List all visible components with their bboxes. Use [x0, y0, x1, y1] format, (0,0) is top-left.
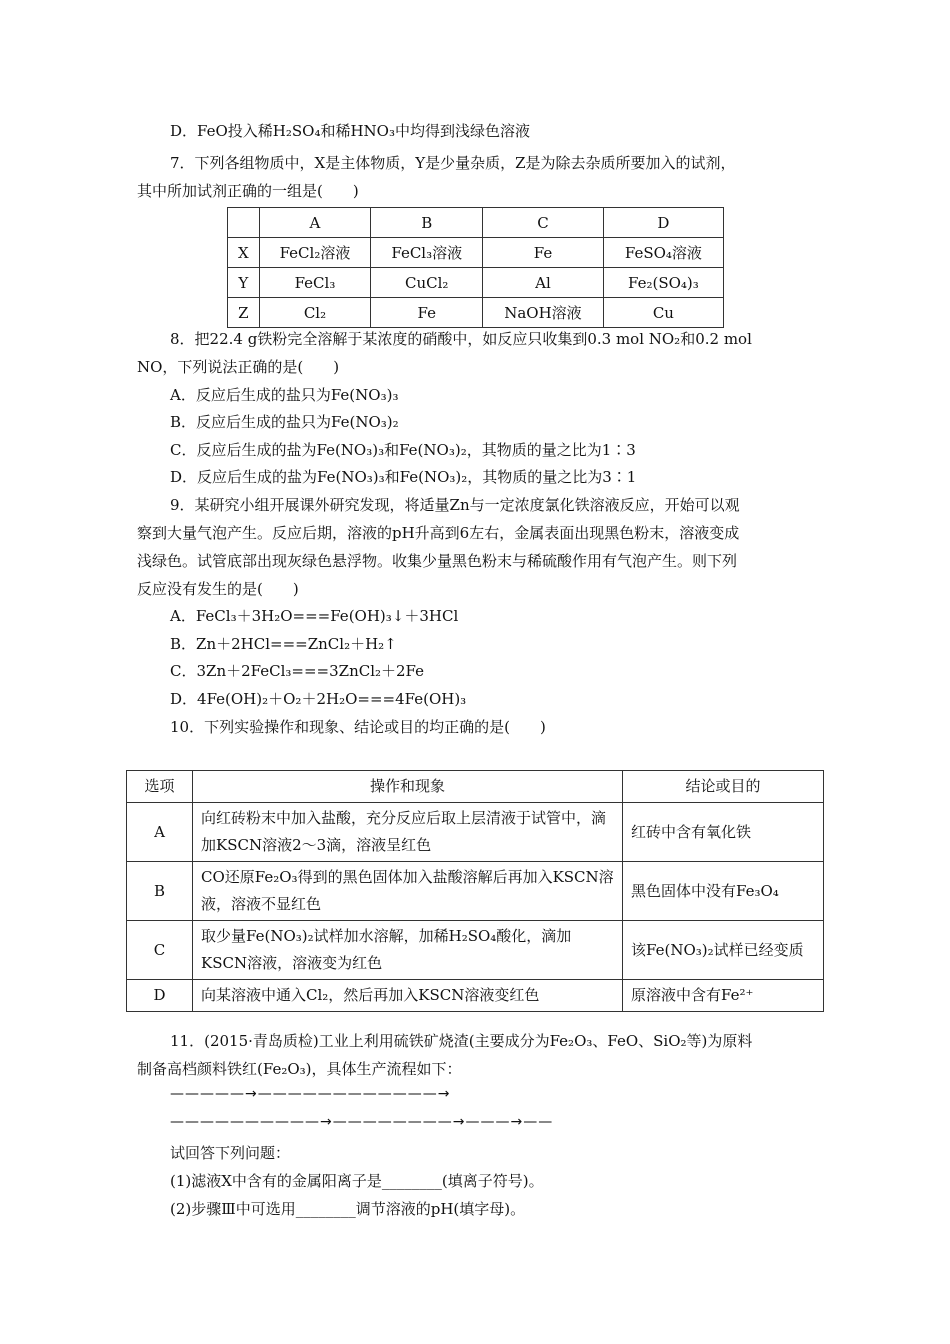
q11-stem-line1: 11．(2015·青岛质检)工业上利用硫铁矿烧渣(主要成分为Fe₂O₃、FeO、SiO₂等)为原料: [170, 1032, 753, 1050]
table-header: 选项: [127, 771, 193, 803]
table-cell: Cl₂: [259, 298, 371, 328]
table-cell: CO还原Fe₂O₃得到的黑色固体加入盐酸溶解后再加入KSCN溶液，溶液不显红色: [193, 862, 623, 921]
q11-sub2: (2)步骤Ⅲ中可选用________调节溶液的pH(填字母)。: [170, 1200, 526, 1218]
table-row: [228, 238, 724, 268]
q8-option-a: A．反应后生成的盐只为Fe(NO₃)₃: [170, 386, 399, 404]
table-cell: 原溶液中含有Fe²⁺: [623, 980, 824, 1012]
table-cell: Z: [228, 298, 260, 328]
table-row: [127, 921, 824, 980]
table-cell: FeCl₃溶液: [371, 238, 483, 268]
table-cell: 该Fe(NO₃)₂试样已经变质: [623, 921, 824, 980]
q11-stem-line2: 制备高档颜料铁红(Fe₂O₃)，具体生产流程如下：: [137, 1060, 462, 1078]
q10-table: [126, 770, 824, 1012]
table-cell: 黑色固体中没有Fe₃O₄: [623, 862, 824, 921]
table-row: [127, 803, 824, 862]
table-header: 操作和现象: [193, 771, 623, 803]
table-cell: C: [483, 208, 604, 238]
table-cell: FeSO₄溶液: [603, 238, 723, 268]
table-row: [228, 208, 724, 238]
table-row: [228, 298, 724, 328]
q6-option-d: D．FeO投入稀H₂SO₄和稀HNO₃中均得到浅绿色溶液: [170, 122, 530, 140]
q11-sub1: (1)滤液X中含有的金属阳离子是________(填离子符号)。: [170, 1172, 544, 1190]
q9-option-b: B．Zn＋2HCl===ZnCl₂＋H₂↑: [170, 635, 397, 653]
table-cell: A: [127, 803, 193, 862]
table-cell: Fe: [483, 238, 604, 268]
table-cell: Cu: [603, 298, 723, 328]
table-cell: Al: [483, 268, 604, 298]
q8-stem-line1: 8．把22.4 g铁粉完全溶解于某浓度的硝酸中，如反应只收集到0.3 mol NO₂和0.2 mol: [170, 330, 752, 348]
table-row: [127, 862, 824, 921]
flow-arrows-row1: —————→————————————→: [170, 1086, 451, 1102]
q9-option-a: A．FeCl₃＋3H₂O===Fe(OH)₃↓＋3HCl: [170, 607, 459, 625]
table-cell: 向某溶液中通入Cl₂，然后再加入KSCN溶液变红色: [193, 980, 623, 1012]
table-cell: Y: [228, 268, 260, 298]
q9-stem-line3: 浅绿色。试管底部出现灰绿色悬浮物。收集少量黑色粉末与稀硫酸作用有气泡产生。则下列: [137, 552, 738, 570]
q9-stem-line4: 反应没有发生的是( ): [137, 580, 299, 598]
q9-option-d: D．4Fe(OH)₂＋O₂＋2H₂O===4Fe(OH)₃: [170, 690, 467, 708]
table-header: 结论或目的: [623, 771, 824, 803]
q9-option-c: C．3Zn＋2FeCl₃===3ZnCl₂＋2Fe: [170, 662, 425, 680]
q8-option-b: B．反应后生成的盐只为Fe(NO₃)₂: [170, 413, 399, 431]
table-cell: CuCl₂: [371, 268, 483, 298]
table-cell: 向红砖粉末中加入盐酸，充分反应后取上层清液于试管中，滴加KSCN溶液2～3滴，溶液呈红色: [193, 803, 623, 862]
q7-stem-line2: 其中所加试剂正确的一组是( ): [137, 182, 359, 200]
table-cell: B: [127, 862, 193, 921]
q8-stem-line2: NO，下列说法正确的是( ): [137, 358, 340, 376]
table-cell: C: [127, 921, 193, 980]
table-cell: Fe: [371, 298, 483, 328]
q9-stem-line1: 9．某研究小组开展课外研究发现，将适量Zn与一定浓度氯化铁溶液反应，开始可以观: [170, 496, 740, 514]
q7-stem-line1: 7．下列各组物质中，X是主体物质，Y是少量杂质，Z是为除去杂质所要加入的试剂，: [170, 154, 736, 172]
table-cell: D: [127, 980, 193, 1012]
table-row: [228, 268, 724, 298]
q11-instruction: 试回答下列问题：: [170, 1144, 291, 1162]
table-cell: B: [371, 208, 483, 238]
table-cell: FeCl₃: [259, 268, 371, 298]
q9-stem-line2: 察到大量气泡产生。反应后期，溶液的pH升高到6左右，金属表面出现黑色粉末，溶液变成: [137, 524, 740, 542]
table-cell: 红砖中含有氧化铁: [623, 803, 824, 862]
q7-table: [227, 207, 724, 328]
q8-option-d: D．反应后生成的盐为Fe(NO₃)₃和Fe(NO₃)₂，其物质的量之比为3∶1: [170, 468, 637, 486]
table-cell: NaOH溶液: [483, 298, 604, 328]
q10-stem: 10．下列实验操作和现象、结论或目的均正确的是( ): [170, 718, 546, 736]
q8-option-c: C．反应后生成的盐为Fe(NO₃)₃和Fe(NO₃)₂，其物质的量之比为1∶3: [170, 441, 636, 459]
flow-arrows-row2: ——————————→————————→———→——: [170, 1114, 554, 1130]
table-cell: 取少量Fe(NO₃)₂试样加水溶解，加稀H₂SO₄酸化，滴加KSCN溶液，溶液变为红色: [193, 921, 623, 980]
table-cell: D: [603, 208, 723, 238]
table-cell: [228, 208, 260, 238]
table-header-row: [127, 771, 824, 803]
table-cell: FeCl₂溶液: [259, 238, 371, 268]
table-row: [127, 980, 824, 1012]
table-cell: A: [259, 208, 371, 238]
table-cell: Fe₂(SO₄)₃: [603, 268, 723, 298]
table-cell: X: [228, 238, 260, 268]
